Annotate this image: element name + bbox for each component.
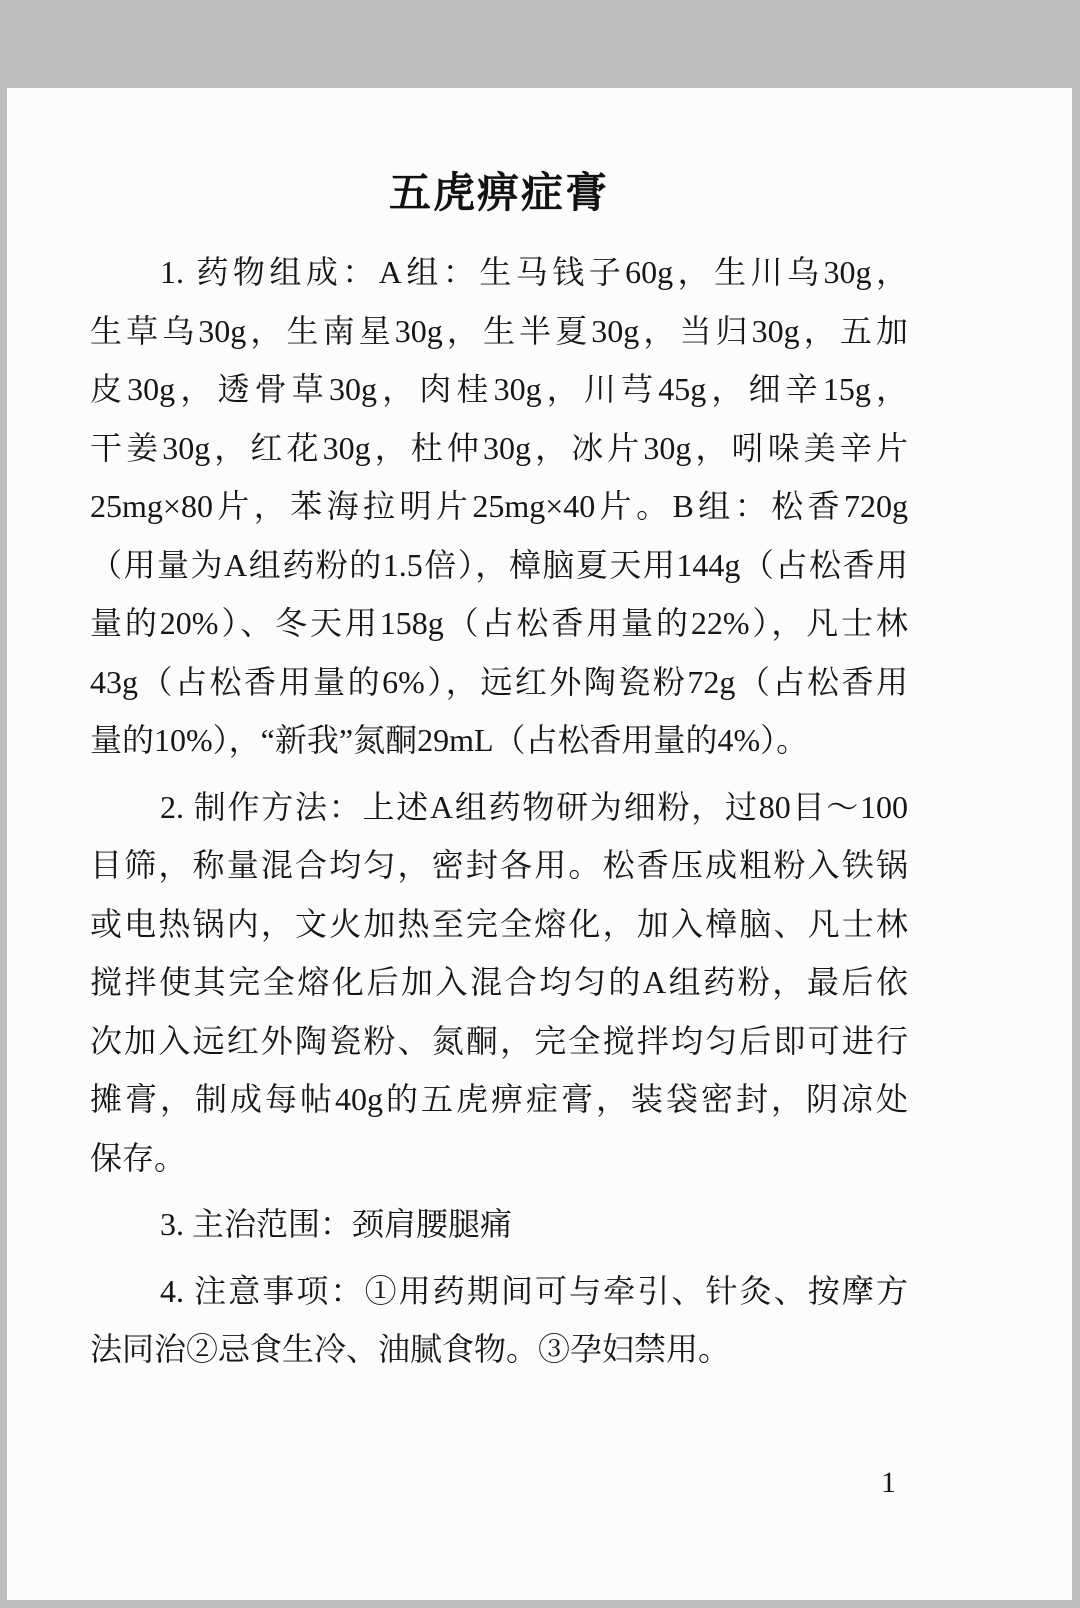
body-text <box>90 243 908 1379</box>
text-line: 25mg×80片，苯海拉明片25mg×40片。B组：松香720g <box>90 488 908 524</box>
text-line: 目筛，称量混合均匀，密封各用。松香压成粗粉入铁锅 <box>90 847 908 883</box>
text-line: 摊膏，制成每帖40g的五虎痹症膏，装袋密封，阴凉处 <box>90 1081 908 1117</box>
text-line: 搅拌使其完全熔化后加入混合均匀的A组药粉，最后依 <box>90 964 908 1000</box>
text-line: 保存。 <box>90 1139 187 1176</box>
document-title: 五虎痹症膏 <box>388 168 609 217</box>
text-line: 43g（占松香用量的6%），远红外陶瓷粉72g（占松香用 <box>90 663 908 700</box>
page <box>7 88 1072 1600</box>
text-line: 皮30g，透骨草30g，肉桂30g，川芎45g，细辛15g， <box>90 371 908 407</box>
text-line: 法同治②忌食生冷、油腻食物。③孕妇禁用。 <box>90 1331 731 1367</box>
text-line: 1. 药物组成：A组：生马钱子60g，生川乌30g， <box>160 254 908 290</box>
text-line: 生草乌30g，生南星30g，生半夏30g，当归30g，五加 <box>90 312 908 349</box>
page-number: 1 <box>881 1466 896 1499</box>
text-line: 量的20%）、冬天用158g（占松香用量的22%），凡士林 <box>90 605 908 641</box>
text-line: （用量为A组药粉的1.5倍），樟脑夏天用144g（占松香用 <box>90 546 908 583</box>
text-line: 3. 主治范围：颈肩腰腿痛 <box>160 1206 513 1242</box>
text-line: 2. 制作方法：上述A组药物研为细粉，过80目～100 <box>160 788 908 825</box>
text-line: 4. 注意事项：①用药期间可与牵引、针灸、按摩方 <box>160 1272 908 1309</box>
text-line: 量的10%），“新我”氮酮29mL（占松香用量的4%）。 <box>90 722 809 758</box>
text-line: 次加入远红外陶瓷粉、氮酮，完全搅拌均匀后即可进行 <box>90 1022 908 1059</box>
text-line: 或电热锅内，文火加热至完全熔化，加入樟脑、凡士林 <box>90 905 908 942</box>
text-line: 干姜30g，红花30g，杜仲30g，冰片30g，吲哚美辛片 <box>90 429 908 466</box>
